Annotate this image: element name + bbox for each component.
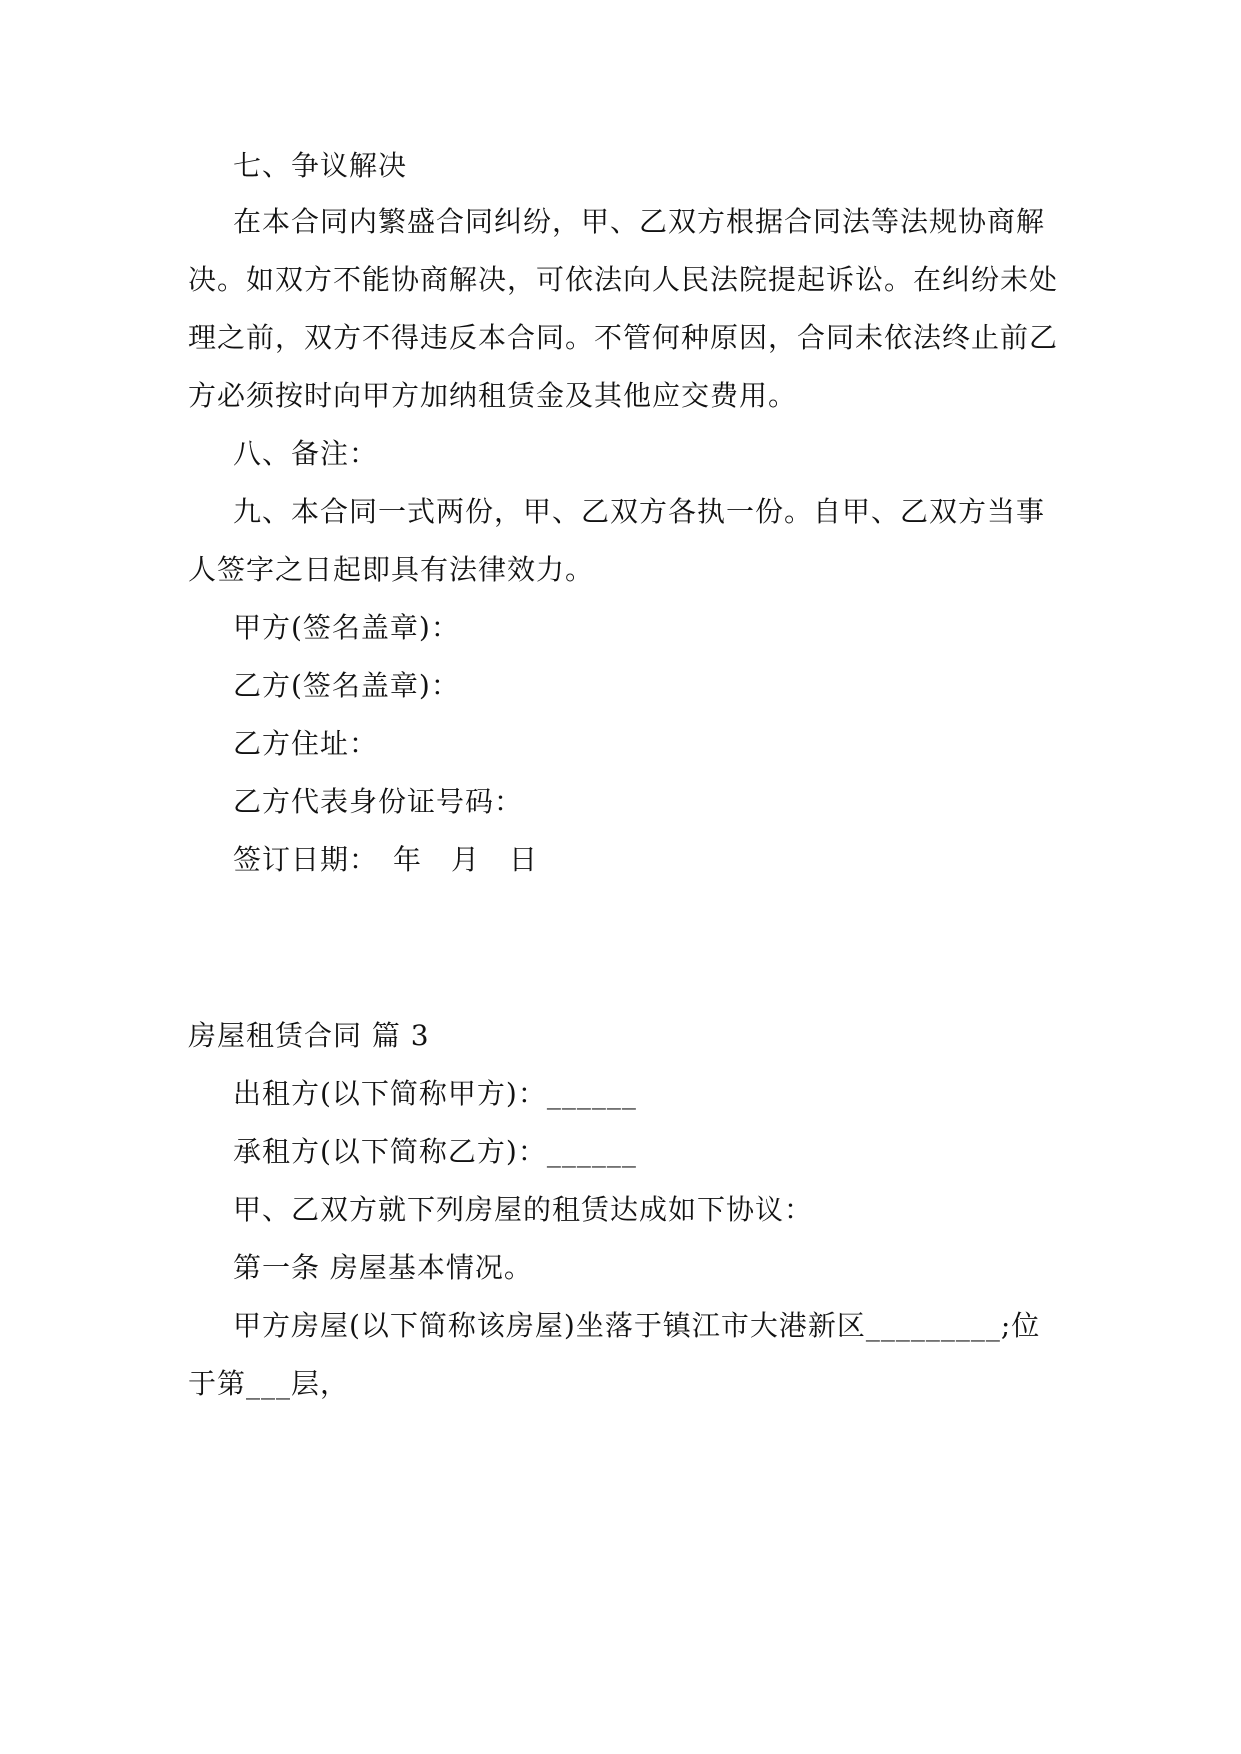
party-a-signature-label: 甲方(签名盖章)： <box>233 611 460 644</box>
contract-3-title: 房屋租赁合同 篇 3 <box>188 1019 430 1052</box>
section-7-heading: 七、争议解决 <box>233 149 408 182</box>
lessee-line: 承租方(以下简称乙方)：______ <box>233 1135 637 1168</box>
section-9-line: 人签字之日起即具有法律效力。 <box>188 553 595 586</box>
section-7-paragraph-line: 决。如双方不能协商解决，可依法向人民法院提起诉讼。在纠纷未处 <box>188 263 1059 296</box>
lessor-line: 出租方(以下简称甲方)：______ <box>233 1077 637 1110</box>
section-9-line: 九、本合同一式两份，甲、乙双方各执一份。自甲、乙双方当事 <box>233 495 1046 528</box>
article-1-line: 甲方房屋(以下简称该房屋)坐落于镇江市大港新区_________;位 <box>233 1309 1041 1342</box>
section-8-heading: 八、备注： <box>233 437 379 470</box>
party-b-id-label: 乙方代表身份证号码： <box>233 785 524 818</box>
section-7-paragraph-line: 方必须按时向甲方加纳租赁金及其他应交费用。 <box>188 379 798 412</box>
agreement-line: 甲、乙双方就下列房屋的租赁达成如下协议： <box>233 1193 814 1226</box>
section-7-paragraph-line: 在本合同内繁盛合同纠纷，甲、乙双方根据合同法等法规协商解 <box>233 205 1046 238</box>
party-b-address-label: 乙方住址： <box>233 727 379 760</box>
section-7-paragraph-line: 理之前，双方不得违反本合同。不管何种原因，合同未依法终止前乙 <box>188 321 1059 354</box>
article-1-line: 于第___层， <box>188 1367 350 1400</box>
party-b-signature-label: 乙方(签名盖章)： <box>233 669 460 702</box>
sign-date-label: 签订日期： 年 月 日 <box>233 843 539 876</box>
article-1-heading: 第一条 房屋基本情况。 <box>233 1251 533 1284</box>
